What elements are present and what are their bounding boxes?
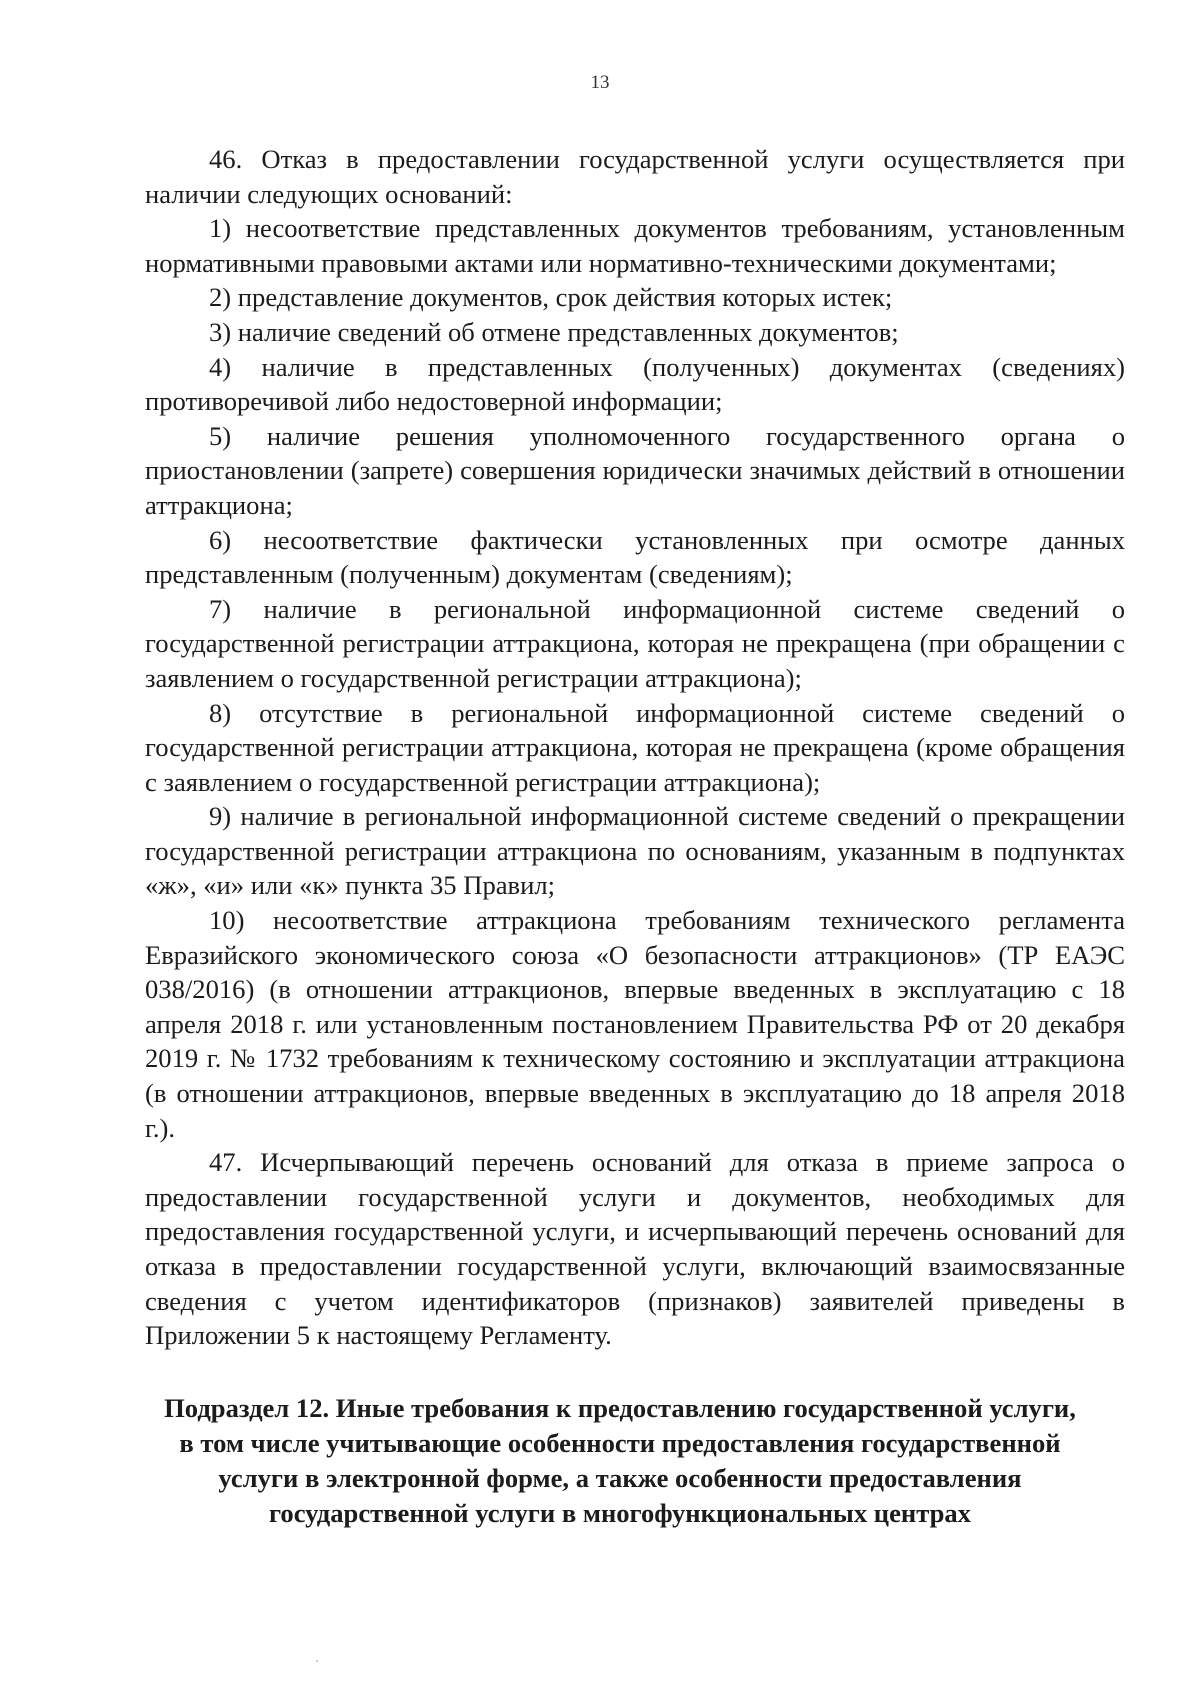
- list-item-2: 2) представление документов, срок действия которых истек;: [209, 282, 893, 313]
- list-item-6: 6) несоответствие фактически установленных при осмотре данных представленным (полученным) документам (сведениям);: [145, 524, 1125, 590]
- list-item-7: 7) наличие в региональной информационной системе сведений о государственной регистрации аттракциона, которая не прекращена (при обращении с заявлением о государственной регистрации аттракциона);: [145, 593, 1125, 693]
- list-item-5: 5) наличие решения уполномоченного государственного органа о приостановлении (запрете) совершения юридически значимых действий в отношении аттракциона;: [145, 420, 1125, 520]
- page-number: 13: [590, 72, 610, 93]
- heading-line-4: государственной услуги в многофункциональных центрах: [269, 1498, 971, 1528]
- heading-line-1: Подраздел 12. Иные требования к предоставлению государственной услуги,: [164, 1393, 1076, 1423]
- list-item-10: 10) несоответствие аттракциона требованиям технического регламента Евразийского экономического союза «О безопасности аттракционов» (ТР ЕАЭС 038/2016) (в отношении аттракционов, впервые введенных в эксплуатацию с 18 апреля 2018 г. или установленным постановлением Правительства РФ от 20 декабря 2019 г. № 1732 требованиям к техническому состоянию и эксплуатации аттракциона (в отношении аттракционов, впервые введенных в эксплуатацию до 18 апреля 2018 г.).: [145, 905, 1125, 1143]
- list-item-3: 3) наличие сведений об отмене представленных документов;: [209, 316, 899, 347]
- list-item-4: 4) наличие в представленных (полученных) документах (сведениях) противоречивой либо недостоверной информации;: [145, 351, 1125, 417]
- list-item-8: 8) отсутствие в региональной информационной системе сведений о государственной регистрации аттракциона, которая не прекращена (кроме обращения с заявлением о государственной регистрации аттракциона);: [145, 697, 1125, 797]
- list-item-1: 1) несоответствие представленных документов требованиям, установленным нормативными правовыми актами или нормативно-техническими документами;: [145, 213, 1125, 278]
- heading-line-3: услуги в электронной форме, а также особенности предоставления: [218, 1463, 1022, 1493]
- list-item-9: 9) наличие в региональной информационной системе сведений о прекращении государственной регистрации аттракциона по основаниям, указанным в подпунктах «ж», «и» или «к» пункта 35 Правил;: [145, 801, 1125, 901]
- paragraph-46: 46. Отказ в предоставлении государственной услуги осуществляется при наличии следующих оснований:: [145, 144, 1125, 209]
- subsection-heading: [120, 1391, 1120, 1531]
- heading-line-2: в том числе учитывающие особенности предоставления государственной: [179, 1428, 1061, 1458]
- paragraph-47: 47. Исчерпывающий перечень оснований для отказа в приеме запроса о предоставлении государственной услуги и документов, необходимых для предоставления государственной услуги, и исчерпывающий перечень оснований для отказа в предоставлении государственной услуги, включающий взаимосвязанные сведения с учетом идентификаторов (признаков) заявителей приведены в Приложении 5 к настоящему Регламенту.: [145, 1147, 1125, 1351]
- scan-artifact: [316, 1660, 318, 1662]
- body-text: [145, 142, 1125, 1353]
